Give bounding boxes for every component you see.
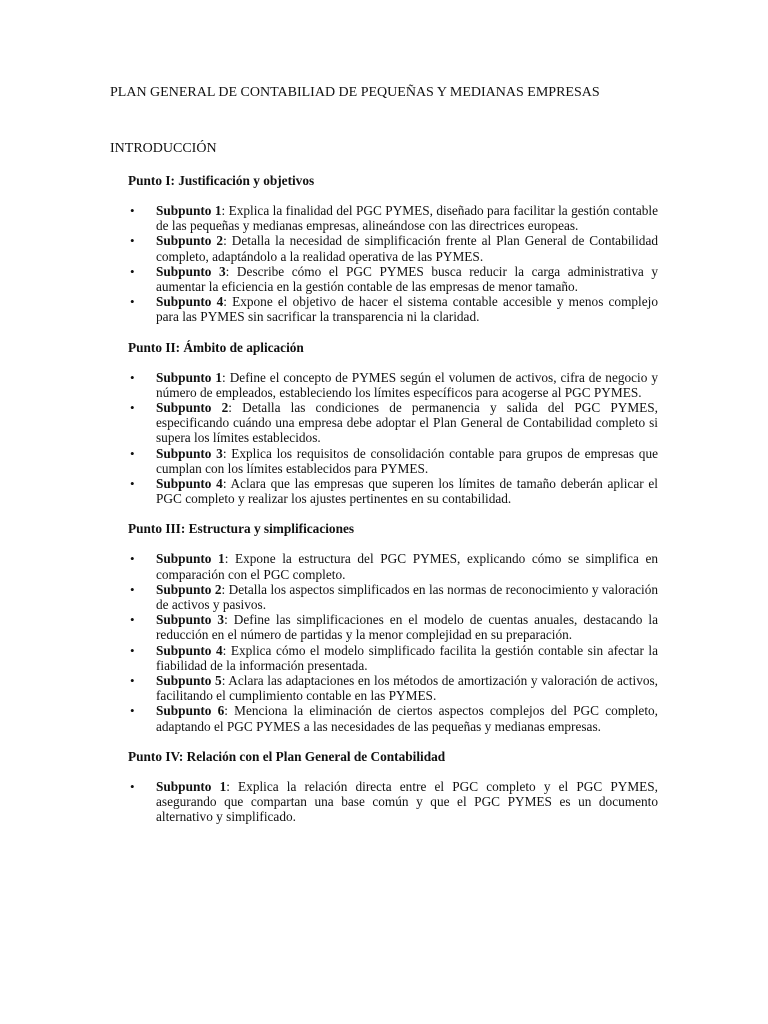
bullet-icon: • — [130, 642, 135, 658]
bullet-icon: • — [130, 294, 135, 310]
subpunto-text: : Menciona la eliminación de ciertos aspectos complejos del PGC completo, adaptando el PGC PYMES a las necesidades de las pequeñas y medianas empresas. — [156, 703, 659, 734]
subpunto-label: Subpunto 3 — [156, 445, 223, 461]
subpunto-text: : Expone el objetivo de hacer el sistema contable accesible y menos complejo para las PYMES sin sacrificar la transparencia ni la claridad. — [156, 294, 658, 325]
punto-section — [110, 748, 658, 825]
subpunto-text: : Detalla las condiciones de permanencia y salida del PGC PYMES, especificando cuándo una empresa debe adoptar el Plan General de Contabilidad completo si supera los límites establecidos. — [156, 400, 659, 446]
subpunto-label: Subpunto 6 — [156, 703, 225, 719]
subpunto-label: Subpunto 1 — [156, 551, 225, 567]
punto-title: Punto II: Ámbito de aplicación — [128, 339, 304, 355]
subpunto-text: : Detalla los aspectos simplificados en las normas de reconocimiento y valoración de activos y pasivos. — [156, 581, 659, 613]
punto-section — [110, 339, 658, 507]
subpunto-item — [130, 369, 658, 400]
subpunto-label: Subpunto 2 — [156, 233, 224, 249]
subpunto-label: Subpunto 1 — [156, 203, 222, 218]
subpunto-text: : Explica los requisitos de consolidación contable para grupos de empresas que cumplan con los límites establecidos para PYMES. — [156, 445, 659, 476]
subpunto-label: Subpunto 4 — [156, 642, 223, 658]
subpunto-list — [110, 779, 658, 825]
punto-section — [110, 520, 658, 733]
punto-title: Punto I: Justificación y objetivos — [128, 173, 315, 188]
subpunto-item — [130, 263, 659, 295]
subpunto-label: Subpunto 4 — [156, 294, 224, 310]
subpunto-item — [130, 400, 659, 446]
subpunto-text: : Explica la finalidad del PGC PYMES, diseñado para facilitar la gestión contable de las pequeñas y medianas empresas, alineándose con las directrices europeas. — [156, 203, 658, 234]
subpunto-label: Subpunto 5 — [156, 673, 222, 689]
subpunto-list — [110, 203, 658, 325]
subpunto-item — [130, 551, 659, 582]
bullet-icon: • — [130, 263, 135, 279]
bullet-icon: • — [130, 445, 135, 461]
section-heading: INTRODUCCIÓN — [110, 141, 217, 156]
punto-section — [110, 172, 658, 325]
subpunto-item — [130, 612, 659, 643]
bullet-icon: • — [130, 400, 135, 416]
subpunto-label: Subpunto 1 — [156, 369, 223, 385]
document-title: PLAN GENERAL DE CONTABILIAD DE PEQUEÑAS Y MEDIANAS EMPRESAS — [110, 85, 600, 100]
subpunto-item — [130, 203, 658, 234]
subpunto-label: Subpunto 3 — [156, 612, 225, 628]
subpunto-item — [130, 445, 659, 476]
subpunto-text: : Aclara las adaptaciones en los métodos de amortización y valoración de activos, facilitando el cumplimiento contable en las PYMES. — [156, 673, 658, 704]
subpunto-label: Subpunto 1 — [156, 778, 227, 794]
bullet-icon: • — [130, 703, 135, 719]
bullet-icon: • — [130, 476, 135, 492]
bullet-icon: • — [130, 551, 135, 567]
subpunto-label: Subpunto 3 — [156, 263, 226, 279]
subpunto-list — [110, 551, 658, 733]
bullet-icon: • — [130, 203, 135, 218]
subpunto-item — [130, 233, 658, 264]
subpunto-label: Subpunto 2 — [156, 400, 229, 416]
bullet-icon: • — [130, 673, 135, 689]
subpunto-item — [130, 673, 658, 704]
bullet-icon: • — [130, 612, 135, 628]
subpunto-text: : Describe cómo el PGC PYMES busca reducir la carga administrativa y aumentar la eficiencia en la gestión contable de las empresas de menor tamaño. — [156, 263, 659, 295]
subpunto-item — [130, 581, 659, 613]
subpunto-text: : Detalla la necesidad de simplificación frente al Plan General de Contabilidad completo, adaptándolo a la realidad operativa de las PYMES. — [156, 233, 658, 264]
subpunto-text: : Expone la estructura del PGC PYMES, explicando cómo se simplifica en comparación con el PGC completo. — [156, 551, 659, 582]
subpunto-text: : Define el concepto de PYMES según el volumen de activos, cifra de negocio y número de empleados, estableciendo los límites específicos para acogerse al PGC PYMES. — [156, 369, 658, 400]
subpunto-text: : Aclara que las empresas que superen los límites de tamaño deberán aplicar el PGC completo y realizar los ajustes pertinentes en su contabilidad. — [156, 476, 658, 507]
punto-title: Punto III: Estructura y simplificaciones — [128, 521, 355, 537]
subpunto-item — [130, 294, 658, 325]
subpunto-text: : Define las simplificaciones en el modelo de cuentas anuales, destacando la reducción en el número de partidas y la menor complejidad en su preparación. — [156, 612, 659, 643]
bullet-icon: • — [130, 778, 135, 794]
bullet-icon: • — [130, 233, 135, 249]
bullet-icon: • — [130, 581, 135, 597]
subpunto-text: : Explica cómo el modelo simplificado facilita la gestión contable sin afectar la fiabilidad de la información presentada. — [156, 642, 658, 673]
puntos-container — [110, 172, 658, 825]
subpunto-item — [130, 642, 658, 673]
subpunto-label: Subpunto 2 — [156, 581, 222, 597]
subpunto-label: Subpunto 4 — [156, 476, 223, 492]
subpunto-list — [110, 370, 658, 507]
subpunto-item — [130, 476, 658, 507]
punto-title: Punto IV: Relación con el Plan General de Contabilidad — [128, 748, 446, 764]
subpunto-item — [130, 703, 659, 734]
bullet-icon: • — [130, 369, 135, 385]
subpunto-item — [130, 778, 658, 825]
subpunto-text: : Explica la relación directa entre el PGC completo y el PGC PYMES, asegurando que compartan una base común y que el PGC PYMES es un documento alternativo y simplificado. — [156, 778, 658, 825]
